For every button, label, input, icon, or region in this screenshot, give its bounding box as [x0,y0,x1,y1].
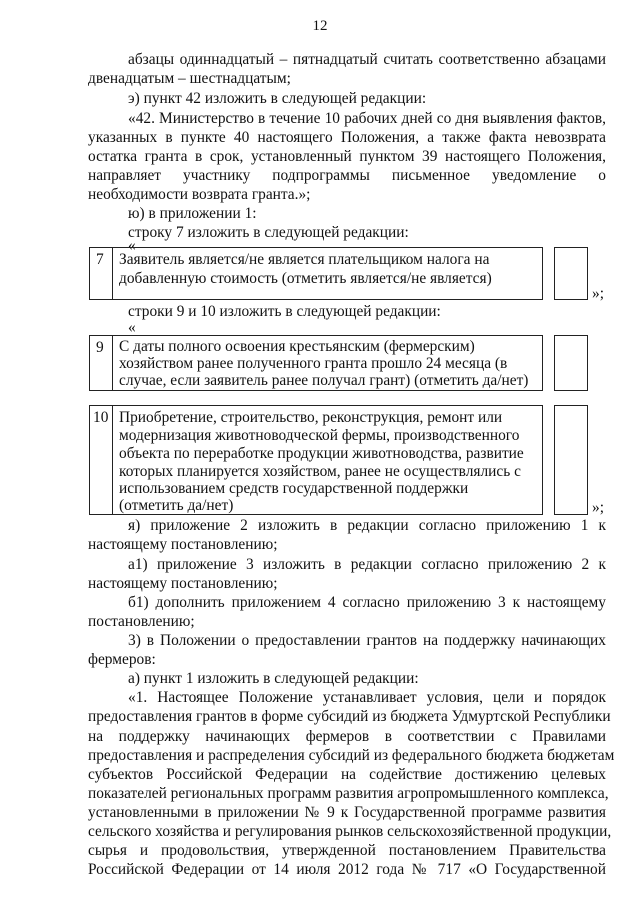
text-line: на поддержку начинающих фермеров в соответствии с Правилами [88,728,606,745]
text-line: остатка гранта в срок, установленный пунктом 39 настоящего Положения, [88,148,606,165]
row-number: 9 [96,339,104,356]
text-line: настоящему постановлению; [88,536,278,553]
row-text: модернизация животноводческой фермы, производственного [119,427,520,444]
checkbox-cell [554,405,588,515]
text-line: э) пункт 42 изложить в следующей редакции: [128,90,427,107]
row-text: (отметить да/нет) [119,497,234,514]
text-line: необходимости возврата гранта.»; [88,186,311,203]
text-line: предоставления и распределения субсидий из федерального бюджета бюджетам [88,747,615,764]
row-text: Приобретение, строительство, реконструкция, ремонт или [119,409,503,426]
row-text: которых планируется хозяйством, ранее не осуществлялись с [119,463,521,480]
text-line: предоставления грантов в форме субсидий из бюджета Удмуртской Республики [88,708,611,725]
text-line: Российской Федерации от 14 июля 2012 года № 717 «О Государственной [88,861,606,878]
text-line: «42. Министерство в течение 10 рабочих дней со дня выявления фактов, [128,110,606,127]
text-line: я) приложение 2 изложить в редакции согласно приложению 1 к [128,517,606,534]
open-quote: « [128,237,136,254]
close-quote: »; [592,285,604,302]
row-text: случае, если заявитель ранее получал грант) (отметить да/нет) [119,372,529,389]
row-number: 7 [96,251,104,268]
text-line: направляет участнику подпрограммы письменное уведомление о [88,167,606,184]
checkbox-cell [554,247,588,300]
text-line: сельского хозяйства и регулирования рынков сельскохозяйственной продукции, [88,823,612,840]
row-text: использованием средств государственной поддержки [119,480,469,497]
row-text: Заявитель является/не является плательщиком налога на [119,251,490,268]
text-line: б1) дополнить приложением 4 согласно приложению 3 к настоящему [128,594,606,611]
row-text: добавленную стоимость (отметить является/не является) [119,270,492,287]
text-line: строку 7 изложить в следующей редакции: [128,224,409,241]
text-line: «1. Настоящее Положение устанавливает условия, цели и порядок [128,689,606,706]
close-quote: »; [592,499,604,516]
text-line: 3) в Положении о предоставлении грантов на поддержку начинающих [128,632,606,649]
text-line: постановлению; [88,613,195,630]
open-quote: « [128,319,136,336]
text-line: субъектов Российской Федерации на содействие достижению целевых [88,766,606,783]
checkbox-cell [554,335,588,391]
text-line: абзацы одиннадцатый – пятнадцатый считать соответственно абзацами [128,51,606,68]
table-row [89,247,543,300]
text-line: указанных в пункте 40 настоящего Положения, а также факта невозврата [88,129,606,146]
text-line: показателей региональных программ развития агропромышленного комплекса, [88,785,609,802]
text-line: а1) приложение 3 изложить в редакции согласно приложению 2 к [128,556,606,573]
text-line: а) пункт 1 изложить в следующей редакции: [128,670,419,687]
text-line: сырья и продовольствия, утвержденной постановлением Правительства [88,842,606,859]
text-line: настоящему постановлению; [88,575,278,592]
row-text: хозяйством ранее полученного гранта прошло 24 месяца (в [119,355,508,372]
row-text: С даты полного освоения крестьянским (фермерским) [119,338,475,355]
table-row [89,335,543,391]
row-number: 10 [93,409,109,426]
text-line: двенадцатым – шестнадцатым; [88,70,291,87]
row-text: объекта по переработке продукции животноводства, развитие [119,445,524,462]
text-line: строки 9 и 10 изложить в следующей редакции: [128,303,441,320]
page-number: 12 [312,18,328,34]
text-line: ю) в приложении 1: [128,205,257,222]
table-row [89,405,543,515]
text-line: фермеров: [88,651,156,668]
text-line: установленными в приложении № 9 к Государственной программе развития [88,804,606,821]
